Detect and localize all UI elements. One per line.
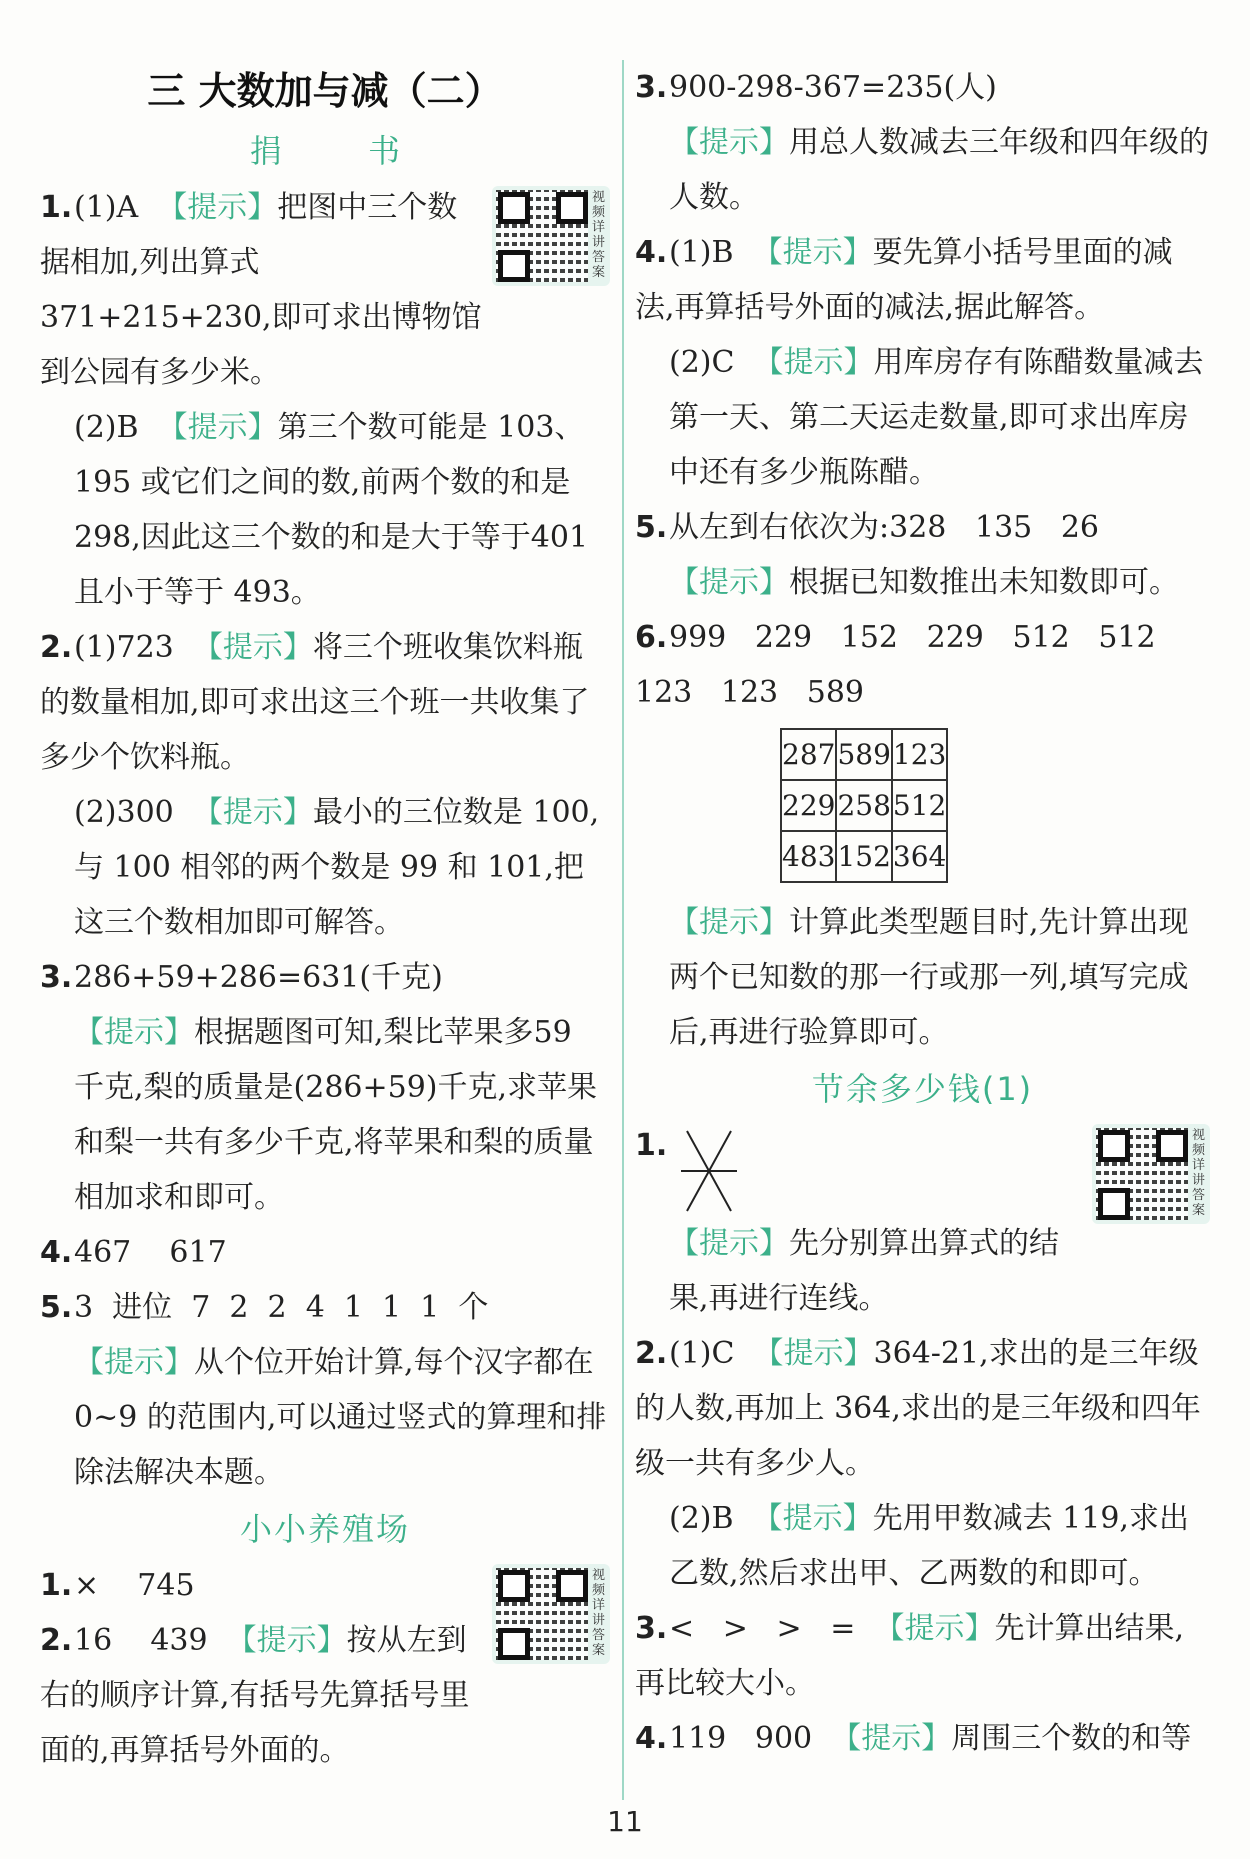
question-number: 6. [635,620,668,655]
question-number: 3. [40,960,73,995]
qr-code[interactable] [492,1564,610,1664]
answer-text: 900-298-367=235(人) [669,70,997,105]
question-number: 1. [40,1568,73,1603]
magic-square-grid [780,728,948,883]
hint-label: 【提示】 [669,905,789,940]
answer-item [635,500,1210,610]
grid-cell: 152 [836,831,891,882]
section-title-savings: 节余多少钱(1) [811,1070,1034,1108]
qr-code[interactable] [1092,1124,1210,1224]
qr-corner [1098,1188,1130,1220]
question-number: 1. [635,1128,668,1163]
page-number: 11 [607,1805,643,1838]
answer-item [635,1601,1210,1711]
answer-item [40,180,610,620]
answer-text: (1)C [669,1336,735,1371]
hint-text: 最小的三位数是 100,与 100 相邻的两个数是 99 和 101,把这三个数相加即可解答。 [74,795,600,940]
qr-corner [556,1570,588,1602]
qr-corner [498,1570,530,1602]
grid-cell: 229 [781,780,836,831]
qr-corner [498,1628,530,1660]
section-title-donate-books: 捐 书 [249,132,439,170]
grid-row [781,831,947,882]
hint-label: 【提示】 [192,795,313,830]
answer-item [40,1280,610,1500]
answer-item [635,1711,1210,1766]
hint-label: 【提示】 [74,1015,194,1050]
question-number: 2. [40,630,73,665]
hint-text: 先用甲数减去 119,求出乙数,然后求出甲、乙两数的和即可。 [669,1501,1189,1591]
answer-item [635,1326,1210,1601]
hint-label: 【提示】 [157,410,278,445]
hint-text: 第三个数可能是 103、195 或它们之间的数,前两个数的和是298,因此这三个数的和是大于等于401 且小于等于 493。 [74,410,589,610]
answer-text: 286+59+286=631(千克) [74,960,443,995]
answer-item [635,60,1210,225]
grid-cell: 589 [836,729,891,780]
hint-label: 【提示】 [753,1336,874,1371]
question-number: 3. [635,1611,668,1646]
hint-text: 把图中三个数据相加,列出算式 371+215+230,即可求出博物馆到公园有多少米。 [40,190,482,390]
hint-text: 根据已知数推出未知数即可。 [789,565,1179,600]
hint-label: 【提示】 [669,1226,789,1261]
grid-cell: 123 [892,729,947,780]
grid-cell: 287 [781,729,836,780]
answer-text: (2)B [74,410,139,445]
grid-cell: 483 [781,831,836,882]
qr-corner [498,192,530,224]
qr-caption: 视频详讲答案 [1192,1128,1206,1218]
answer-item [635,610,1210,1060]
question-number: 4. [635,235,668,270]
hint-label: 【提示】 [192,630,313,665]
page-title: 三 大数加与减（二） [147,69,503,113]
question-number: 5. [635,510,668,545]
answer-text: 467 617 [74,1235,227,1270]
qr-corner [556,192,588,224]
answer-text: (1)723 [74,630,174,665]
answer-text: 999 229 152 229 512 512 123 123 589 [635,620,1185,710]
hint-text: 从个位开始计算,每个汉字都在0~9 的范围内,可以通过竖式的算理和排除法解决本题。 [74,1345,607,1490]
hint-label: 【提示】 [669,565,789,600]
qr-corner [1156,1130,1188,1162]
answer-text: 从左到右依次为:328 135 26 [669,510,1100,545]
hint-label: 【提示】 [669,125,789,160]
hint-text: 周围三个数的和等 [951,1721,1192,1756]
hint-text: 先计算出结果,再比较大小。 [635,1611,1184,1701]
answer-text: < > > = [669,1611,856,1646]
question-number: 3. [635,70,668,105]
hint-label: 【提示】 [226,1623,347,1658]
question-number: 2. [635,1336,668,1371]
hint-label: 【提示】 [831,1721,952,1756]
answer-text: (1)A [74,190,139,225]
hint-label: 【提示】 [74,1345,194,1380]
question-number: 2. [40,1623,73,1658]
hint-text: 将三个班收集饮料瓶的数量相加,即可求出这三个班一共收集了多少个饮料瓶。 [40,630,590,775]
qr-corner [1098,1130,1130,1162]
hint-text: 计算此类型题目时,先计算出现两个已知数的那一行或那一列,填写完成后,再进行验算即可。 [669,905,1189,1050]
answer-item [40,620,610,950]
qr-caption: 视频详讲答案 [592,1568,606,1658]
grid-row [781,729,947,780]
hint-text: 根据题图可知,梨比苹果多59 千克,梨的质量是(286+59)千克,求苹果和梨一共有多少千克,将苹果和梨的质量相加求和即可。 [74,1015,598,1215]
hint-label: 【提示】 [874,1611,995,1646]
answer-text: (2)C [669,345,735,380]
right-column [635,60,1210,1766]
column-divider [622,60,624,1800]
answer-text: 119 900 [669,1721,813,1756]
hint-label: 【提示】 [157,190,278,225]
hint-text: 用总人数减去三年级和四年级的人数。 [669,125,1209,215]
hint-text: 364-21,求出的是三年级的人数,再加上 364,求出的是三年级和四年级一共有多少人。 [635,1336,1201,1481]
section-title-farm: 小小养殖场 [239,1510,410,1548]
hint-text: 要先算小括号里面的减法,再算括号外面的减法,据此解答。 [635,235,1173,325]
hint-label: 【提示】 [752,235,873,270]
connect-lines-diagram [679,1126,739,1216]
question-number: 1. [40,190,73,225]
hint-text: 先分别算出算式的结果,再进行连线。 [669,1226,1059,1316]
answer-item [40,1225,610,1280]
question-number: 4. [40,1235,73,1270]
answer-item [635,225,1210,500]
answer-item [40,950,610,1225]
answer-text: (1)B [669,235,734,270]
left-column [40,60,610,1778]
answer-text: 3 进位 7 2 2 4 1 1 1 个 [74,1290,489,1325]
question-number: 5. [40,1290,73,1325]
answer-text: (2)300 [74,795,174,830]
grid-cell: 258 [836,780,891,831]
question-number: 4. [635,1721,668,1756]
hint-label: 【提示】 [752,1501,873,1536]
hint-label: 【提示】 [753,345,874,380]
answer-item [635,1118,1210,1326]
qr-code[interactable] [492,186,610,286]
grid-cell: 512 [892,780,947,831]
answer-text: 16 439 [74,1623,208,1658]
answer-text: × 745 [74,1568,195,1603]
qr-corner [498,250,530,282]
answer-text: (2)B [669,1501,734,1536]
grid-cell: 364 [892,831,947,882]
grid-row [781,780,947,831]
hint-text: 按从左到右的顺序计算,有括号先算括号里面的,再算括号外面的。 [40,1623,470,1768]
qr-caption: 视频详讲答案 [592,190,606,280]
hint-text: 用库房存有陈醋数量减去第一天、第二天运走数量,即可求出库房中还有多少瓶陈醋。 [669,345,1204,490]
